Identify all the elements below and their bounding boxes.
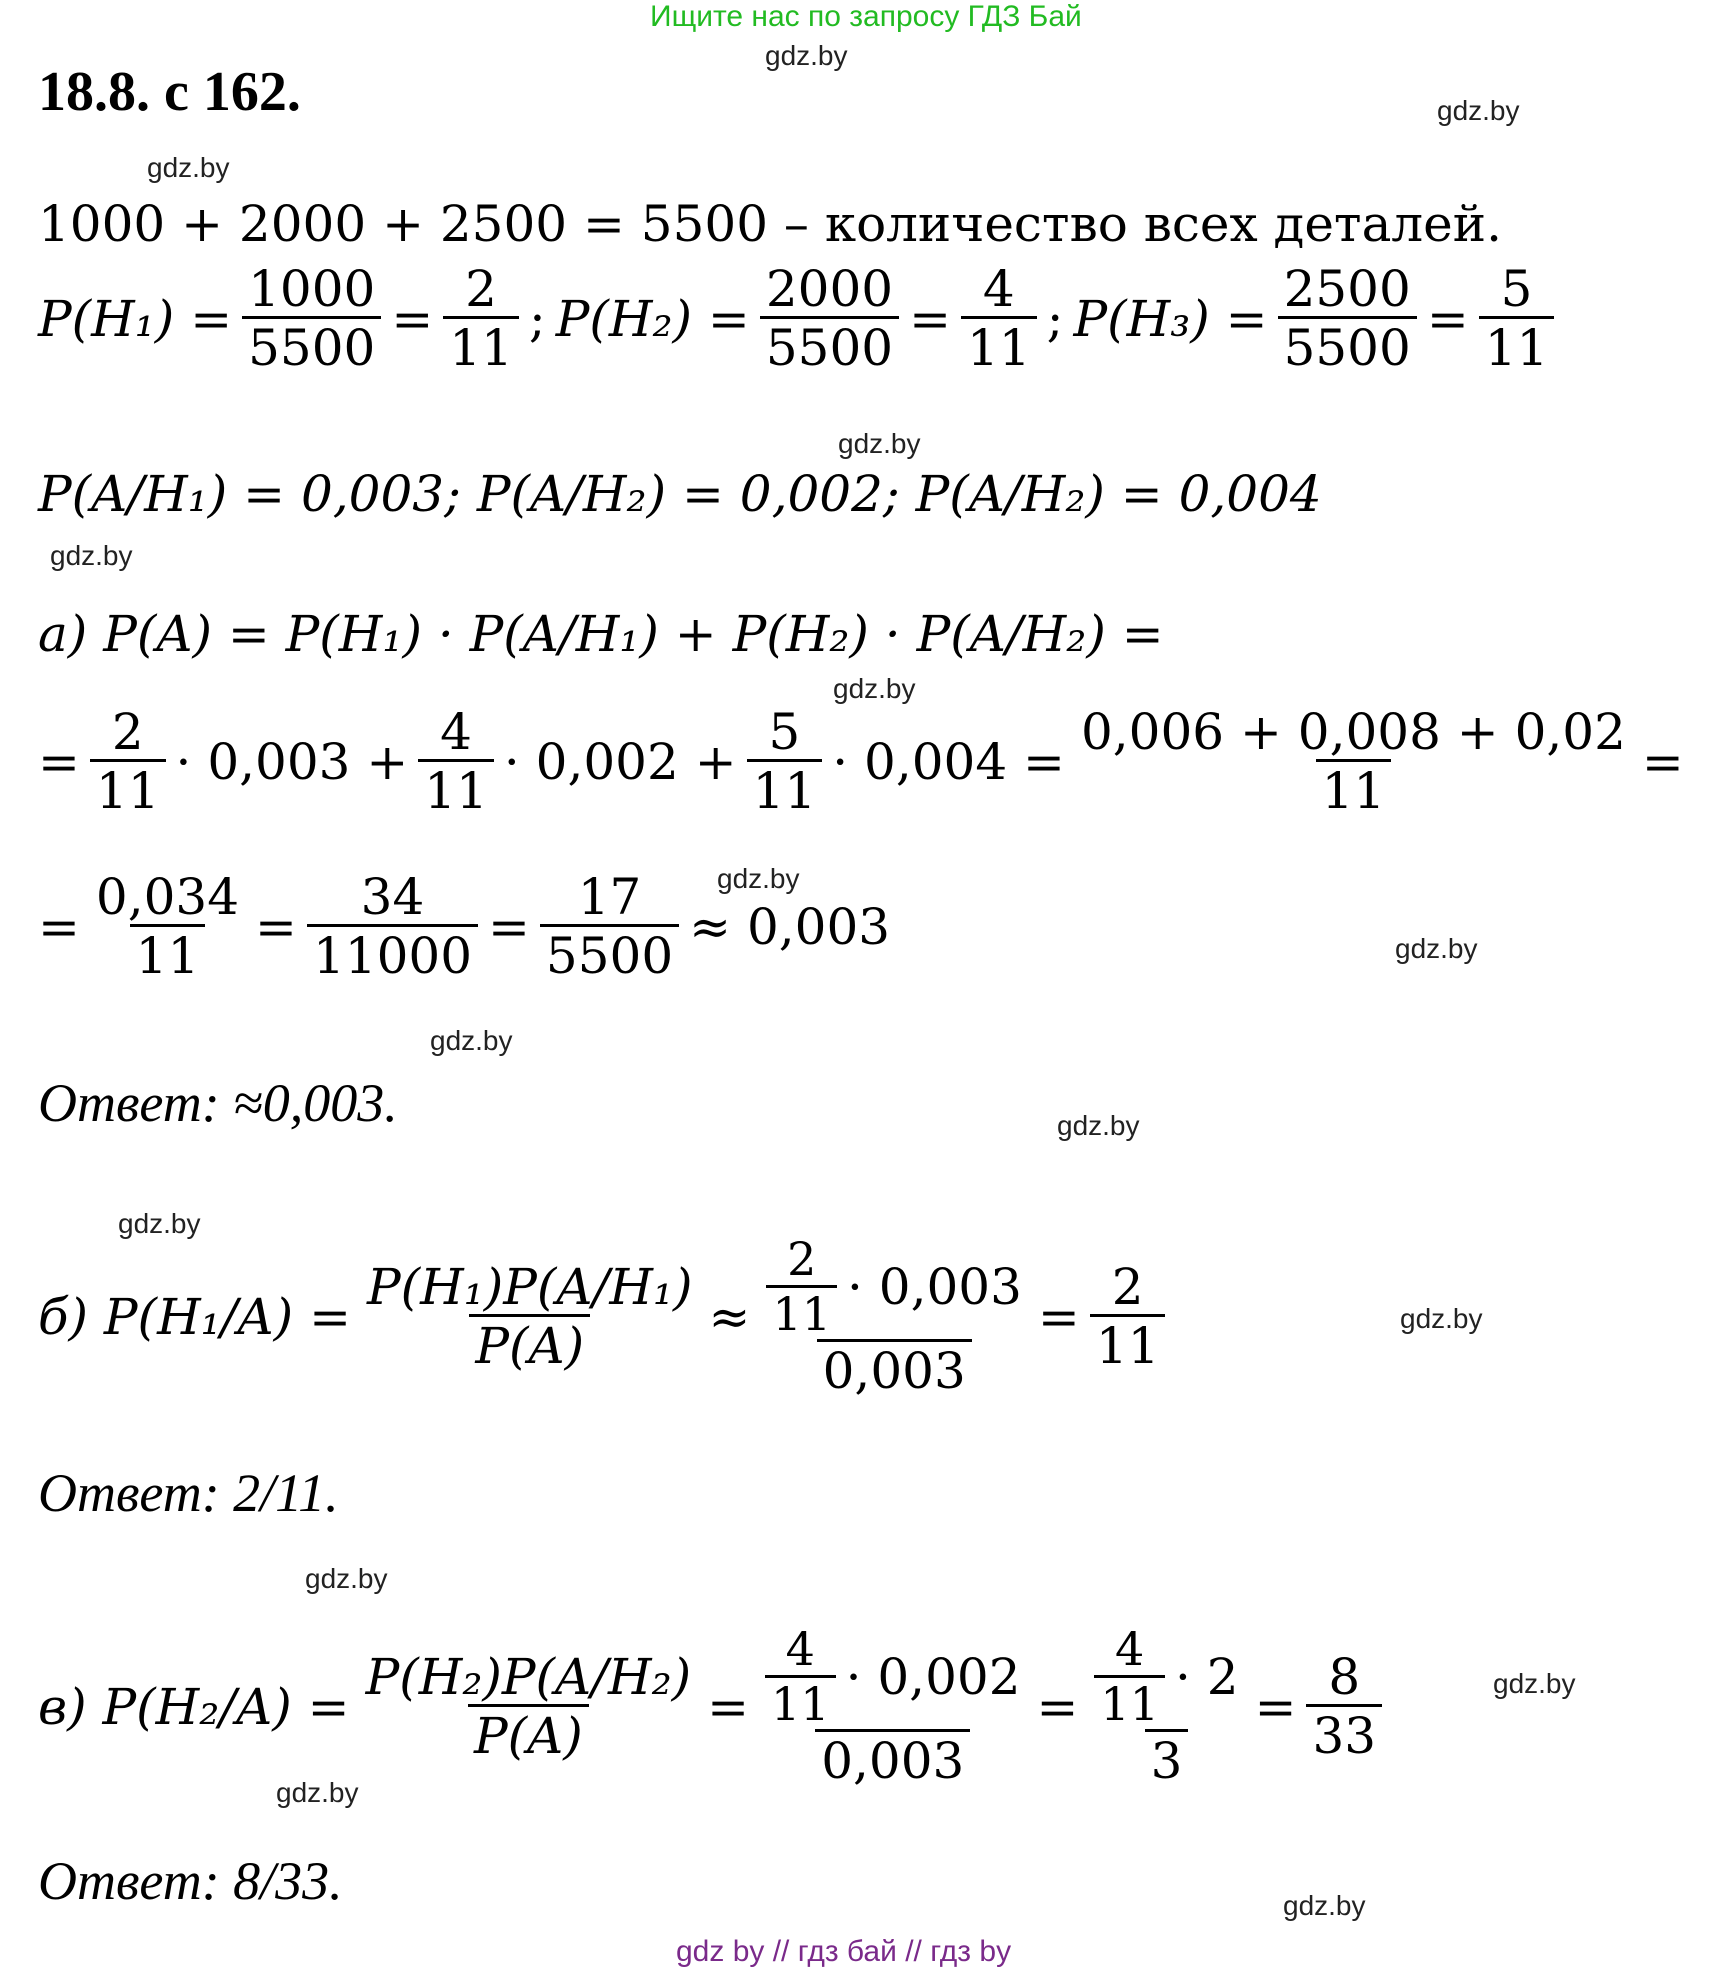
equals: = <box>909 289 951 348</box>
equals: = <box>38 732 80 791</box>
result-fraction: $\frac{2}{11}$ <box>1090 1260 1166 1373</box>
watermark: gdz.by <box>276 1777 359 1808</box>
watermark: gdz.by <box>118 1208 201 1239</box>
equals: = <box>38 897 80 956</box>
watermark: gdz.by <box>1283 1890 1366 1921</box>
equals: = <box>1426 289 1469 348</box>
separator: ; <box>1046 289 1064 348</box>
bayes-fraction: $\frac{\text{P(H₂)P(A/H₂)}}{P(A)}$ <box>365 1648 692 1766</box>
watermark: gdz.by <box>838 428 921 459</box>
equals: = <box>1641 732 1684 791</box>
watermark: gdz.by <box>1395 933 1478 964</box>
watermark: gdz.by <box>1400 1303 1483 1334</box>
watermark: gdz.by <box>833 673 916 704</box>
part-a-formula <box>38 605 1164 663</box>
p3-lhs: P(H₃) = <box>1073 289 1268 348</box>
fraction: $\frac{17}{5500}$ <box>540 870 679 983</box>
part-b-lhs: б) P(H₁/A) = <box>38 1287 351 1346</box>
fraction: $\frac{0,006 + 0,008 + 0,02}{11}$ <box>1080 703 1626 820</box>
p2-fraction: $\frac{2000}{5500}$ <box>760 262 899 375</box>
part-a-simplification <box>38 870 890 983</box>
total-parts-text: 1000 + 2000 + 2500 = 5500 – количество всех деталей. <box>38 195 1502 253</box>
watermark: gdz.by <box>305 1563 388 1594</box>
watermark: gdz.by <box>1493 1668 1576 1699</box>
equals: = <box>1037 1287 1080 1346</box>
answer-a: Ответ: ≈0,003. <box>38 1073 398 1133</box>
answer-c: Ответ: 8/33. <box>38 1851 343 1911</box>
separator: ; <box>528 289 546 348</box>
p1-fraction: $\frac{1000}{5500}$ <box>242 262 381 375</box>
watermark: gdz.by <box>1437 95 1520 126</box>
fraction: $\frac{4}{11}$ <box>418 705 494 818</box>
term: · 0,003 + <box>175 732 409 791</box>
fraction: $\frac{34}{11000}$ <box>307 870 478 983</box>
p2-result: $\frac{4}{11}$ <box>961 262 1037 375</box>
compound-fraction: $\frac{4}{11}$ · 0,002 0,003 <box>759 1625 1026 1788</box>
equals: = <box>707 1677 750 1736</box>
watermark: gdz.by <box>430 1025 513 1056</box>
conditional-probabilities <box>38 465 1322 523</box>
compound-fraction: $\frac{4}{11}$ · 2 3 <box>1088 1625 1244 1788</box>
equals: = <box>391 289 434 348</box>
fraction: $\frac{5}{11}$ <box>747 705 823 818</box>
watermark: gdz.by <box>50 540 133 571</box>
fraction: $\frac{0,034}{11}$ <box>95 868 240 985</box>
equals: = <box>488 897 530 956</box>
footer-links: gdz by // гдз бай // гдз by <box>676 1935 1012 1968</box>
part-c-formula <box>38 1622 1382 1791</box>
equals: = <box>1254 1677 1297 1736</box>
part-a-text: а) P(A) = P(H₁) · P(A/H₁) + P(H₂) · P(A/H₂) = <box>38 605 1164 663</box>
approx-result: ≈ 0,003 <box>689 897 891 956</box>
equals: = <box>1036 1677 1079 1736</box>
p3-result: $\frac{5}{11}$ <box>1479 262 1555 375</box>
fraction: $\frac{2}{11}$ <box>90 705 166 818</box>
watermark: gdz.by <box>1057 1110 1140 1141</box>
watermark: gdz.by <box>147 152 230 183</box>
approx-sign: ≈ <box>708 1287 751 1346</box>
top-banner: Ищите нас по запросу ГДЗ Бай <box>650 0 1082 33</box>
watermark: gdz.by <box>765 40 848 71</box>
conditional-text: P(A/H₁) = 0,003; P(A/H₂) = 0,002; P(A/H₂) = 0,004 <box>38 465 1322 523</box>
p1-lhs: P(H₁) = <box>38 289 233 348</box>
part-c-lhs: в) P(H₂/A) = <box>38 1677 350 1736</box>
term: · 0,002 + <box>503 732 737 791</box>
term: · 0,004 = <box>832 732 1065 791</box>
part-b-formula <box>38 1232 1165 1401</box>
result-fraction: $\frac{8}{33}$ <box>1306 1650 1382 1763</box>
p2-lhs: P(H₂) = <box>555 289 750 348</box>
watermark: gdz.by <box>717 863 800 894</box>
bayes-fraction: $\frac{\text{P(H₁)P(A/H₁)}}{P(A)}$ <box>366 1258 693 1376</box>
answer-b: Ответ: 2/11. <box>38 1463 339 1523</box>
hypothesis-probabilities <box>38 262 1554 375</box>
compound-fraction: $\frac{2}{11}$ · 0,003 0,003 <box>760 1235 1027 1398</box>
part-a-substitution <box>38 705 1684 818</box>
problem-heading: 18.8. с 162. <box>38 61 301 123</box>
p1-result: $\frac{2}{11}$ <box>443 262 519 375</box>
equals: = <box>255 897 297 956</box>
total-parts-line <box>38 195 1502 253</box>
p3-fraction: $\frac{2500}{5500}$ <box>1278 262 1417 375</box>
